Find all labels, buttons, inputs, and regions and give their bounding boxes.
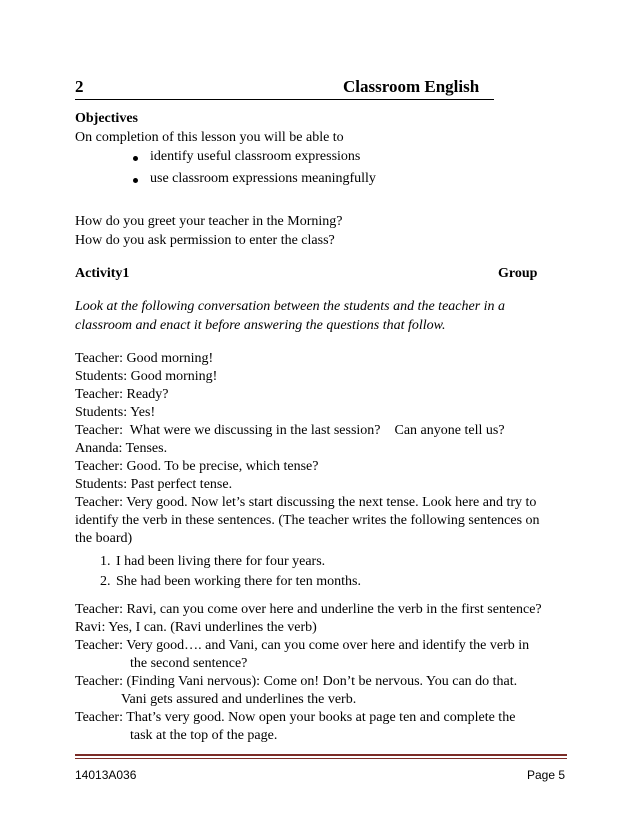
dialogue-line: Students: Past perfect tense. [75,477,233,492]
sentence-number: 1. [100,554,111,569]
bullet-icon [133,178,138,183]
dialogue-line: Students: Yes! [75,405,156,420]
dialogue-line: Teacher: Very good. Now let’s start discussing the next tense. Look here and try to [75,495,537,510]
dialogue-line: task at the top of the page. [130,728,278,743]
dialogue-line: Teacher: Ravi, can you come over here and underline the verb in the first sentence? [75,602,542,617]
activity-type: Group [498,266,538,281]
footer-page-number: Page 5 [527,768,566,782]
dialogue-line: Teacher: Good. To be precise, which tense? [75,459,319,474]
sentence-text: I had been living there for four years. [116,554,326,569]
chapter-number: 2 [75,77,84,96]
dialogue-line: Teacher: (Finding Vani nervous): Come on! Don’t be nervous. You can do that. [75,674,518,689]
objective-item: identify useful classroom expressions [150,149,361,164]
objective-item: use classroom expressions meaningfully [150,171,376,186]
question-line: How do you greet your teacher in the Morning? [75,214,343,229]
dialogue-line: Teacher: Good morning! [75,351,214,366]
activity-label: Activity1 [75,266,130,281]
dialogue-line: Vani gets assured and underlines the verb. [121,692,357,707]
dialogue-line: Teacher: What were we discussing in the last session? Can anyone tell us? [75,423,505,438]
dialogue-line: Students: Good morning! [75,369,218,384]
chapter-title: Classroom English [343,77,480,96]
objectives-heading: Objectives [75,111,138,126]
dialogue-line: Teacher: Ready? [75,387,169,402]
dialogue-line: Ananda: Tenses. [75,441,168,456]
dialogue-line: identify the verb in these sentences. (The teacher writes the following sentences on [75,513,540,528]
objectives-intro: On completion of this lesson you will be able to [75,130,344,145]
footer-rule [75,754,567,756]
dialogue-line: Teacher: That’s very good. Now open your books at page ten and complete the [75,710,516,725]
dialogue-line: Teacher: Very good…. and Vani, can you come over here and identify the verb in [75,638,530,653]
instruction-line: Look at the following conversation between the students and the teacher in a [75,299,506,314]
dialogue-line: the second sentence? [130,656,248,671]
footer-code: 14013A036 [75,768,137,782]
dialogue-line: the board) [75,531,133,546]
bullet-icon [133,156,138,161]
question-line: How do you ask permission to enter the class? [75,233,335,248]
instruction-line: classroom and enact it before answering the questions that follow. [75,318,446,333]
footer-rule [75,758,567,759]
sentence-number: 2. [100,574,111,589]
sentence-text: She had been working there for ten months. [116,574,361,589]
dialogue-line: Ravi: Yes, I can. (Ravi underlines the verb) [75,620,317,635]
chapter-header-rule [75,99,494,100]
